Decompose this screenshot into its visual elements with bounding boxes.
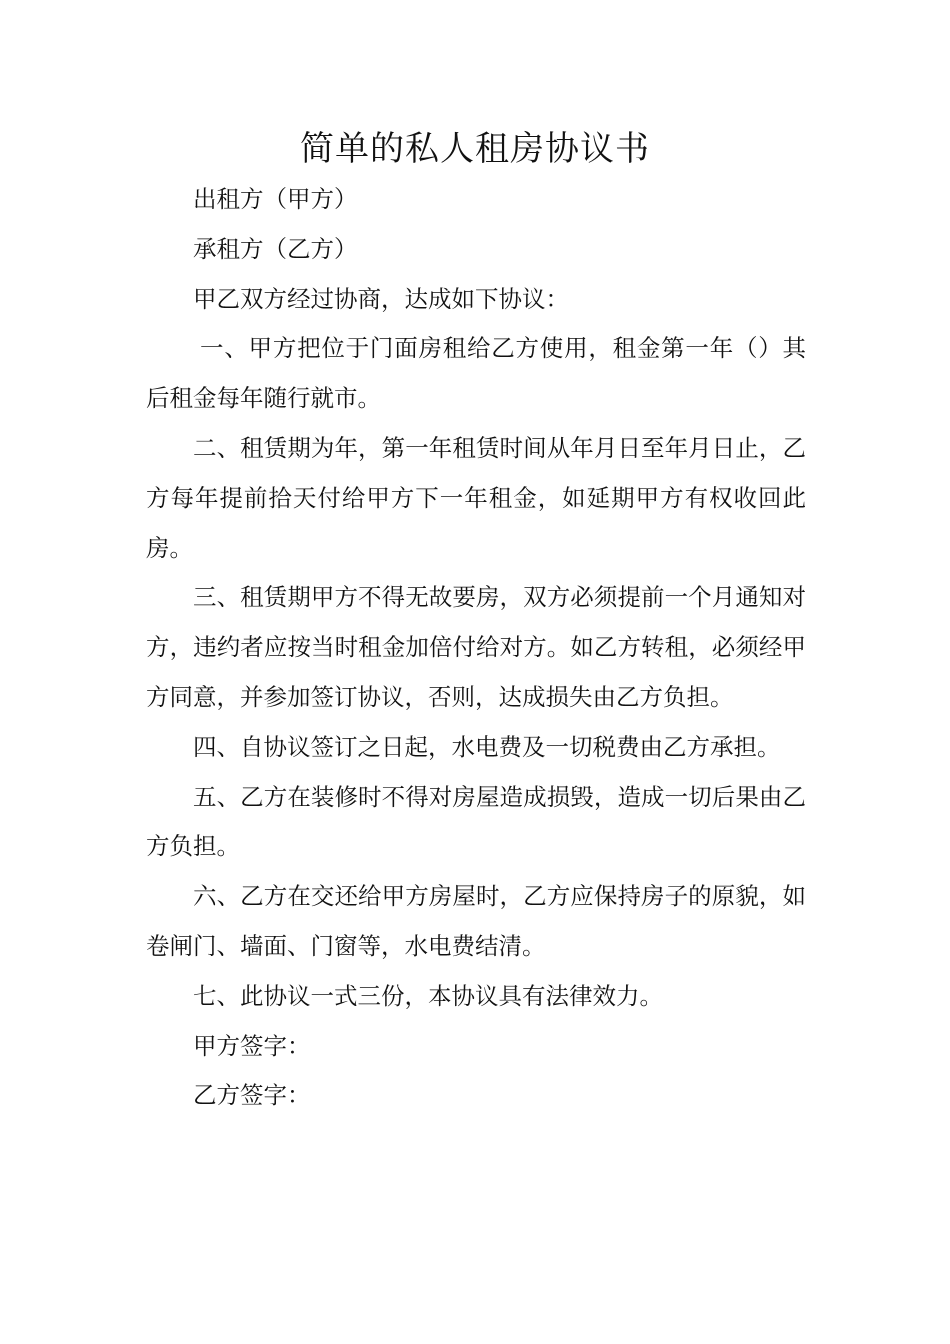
- clause-5: 五、乙方在装修时不得对房屋造成损毁，造成一切后果由乙方负担。: [146, 782, 806, 861]
- clause-2: 二、租赁期为年，第一年租赁时间从年月日至年月日止，乙方每年提前拾天付给甲方下一年租金，如延期甲方有权收回此房。: [146, 433, 806, 562]
- clause-4: 四、自协议签订之日起，水电费及一切税费由乙方承担。: [193, 732, 781, 761]
- document-title: 简单的私人租房协议书: [300, 129, 650, 169]
- clause-7: 七、此协议一式三份，本协议具有法律效力。: [193, 981, 663, 1010]
- lessor-line: 出租方（甲方）: [193, 185, 358, 213]
- agreement-intro: 甲乙双方经过协商，达成如下协议：: [193, 284, 569, 313]
- party-b-signature: 乙方签字：: [193, 1081, 311, 1110]
- clause-1: 一、甲方把位于门面房租给乙方使用，租金第一年（）其后租金每年随行就市。: [146, 334, 806, 413]
- lessee-line: 承租方（乙方）: [193, 234, 358, 263]
- clause-3: 三、租赁期甲方不得无故要房，双方必须提前一个月通知对方，违约者应按当时租金加倍付给对方。如乙方转租，必须经甲方同意，并参加签订协议，否则，达成损失由乙方负担。: [146, 583, 806, 711]
- party-a-signature: 甲方签字：: [193, 1031, 311, 1060]
- document-body: [146, 175, 806, 1121]
- clause-6: 六、乙方在交还给甲方房屋时，乙方应保持房子的原貌，如卷闸门、墙面、门窗等，水电费结清。: [146, 882, 806, 960]
